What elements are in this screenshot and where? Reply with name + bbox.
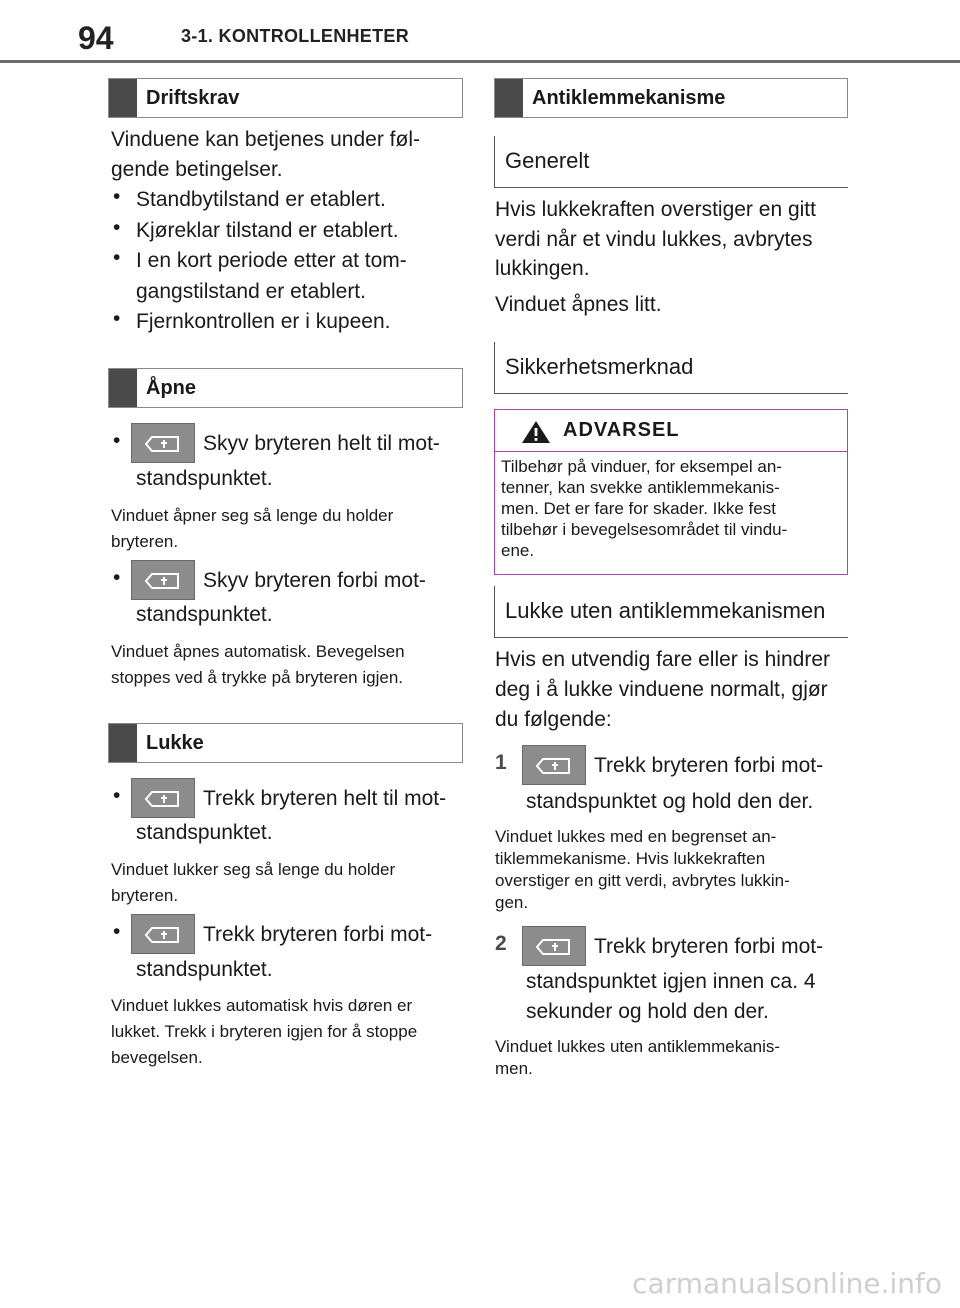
warning-title: ADVARSEL [563,419,680,441]
section-bar [495,79,523,117]
bullet-dot: • [113,307,121,330]
note-text: stoppes ved å trykke på bryteren igjen. [111,668,403,687]
bullet-text: gangstilstand er etablert. [136,280,366,303]
section-title: Lukke [146,732,204,754]
note-text: Vinduet lukkes med en begrenset an- [495,827,777,846]
body-text: du følgende: [495,708,612,731]
window-switch-icon [522,745,586,785]
instruction-text: standspunktet. [136,821,273,844]
step-number: 2 [495,932,507,955]
subsection-heading-generelt [494,136,848,188]
note-text: bryteren. [111,532,179,551]
bullet-dot: • [113,246,121,269]
intro-text-line: Vinduene kan betjenes under føl- [111,128,420,151]
chapter-title: 3-1. KONTROLLENHETER [181,26,410,46]
bullet-text: I en kort periode etter at tom- [136,249,407,272]
warning-box [494,409,848,575]
section-bar [109,79,137,117]
note-text: tiklemmekanisme. Hvis lukkekraften [495,849,766,868]
section-bar [109,369,137,407]
subsection-heading-lukke-uten [494,586,848,638]
body-text: Vinduet åpnes litt. [495,293,662,316]
window-switch-icon [131,560,195,600]
subsection-title: Sikkerhetsmerknad [505,354,694,379]
body-text: deg i å lukke vinduene normalt, gjør [495,678,828,701]
warning-line: men. Det er fare for skader. Ikke fest [501,499,776,518]
window-switch-icon [522,926,586,966]
warning-line: tenner, kan svekke antiklemmekanis- [501,478,780,497]
instruction-text: standspunktet. [136,467,273,490]
section-bar [109,724,137,762]
bullet-dot: • [113,566,121,589]
section-heading-lukke [108,723,463,763]
step-text: standspunktet og hold den der. [526,790,814,813]
bullet-dot: • [113,216,121,239]
note-text: overstiger en gitt verdi, avbrytes lukkin- [495,871,790,890]
note-text: Vinduet lukkes uten antiklemmekanis- [495,1037,781,1056]
section-title: Antiklemmekanisme [532,87,726,109]
bullet-dot: • [113,920,121,943]
window-switch-icon [131,914,195,954]
step-text: Trekk bryteren forbi mot- [594,935,824,958]
subsection-title: Lukke uten antiklemmekanismen [505,598,826,623]
instruction-text: standspunktet. [136,958,273,981]
step-number: 1 [495,751,507,774]
header-divider [0,60,960,63]
body-text: lukkingen. [495,257,590,280]
section-heading-apne [108,368,463,408]
bullet-text: Standbytilstand er etablert. [136,188,386,211]
note-text: Vinduet åpnes automatisk. Bevegelsen [111,642,405,661]
subsection-title: Generelt [505,148,590,173]
section-heading-driftskrav [108,78,463,118]
body-text: Hvis en utvendig fare eller is hindrer [495,648,830,671]
instruction-text: Skyv bryteren forbi mot- [203,569,426,592]
note-text: gen. [495,893,529,912]
bullet-dot: • [113,185,121,208]
window-switch-icon [131,423,195,463]
body-text: Hvis lukkekraften overstiger en gitt [495,198,816,221]
note-text: Vinduet lukkes automatisk hvis døren er [111,996,413,1015]
warning-line: Tilbehør på vinduer, for eksempel an- [501,457,782,476]
instruction-text: standspunktet. [136,603,273,626]
warning-line: ene. [501,541,535,560]
instruction-text: Skyv bryteren helt til mot- [203,432,440,455]
section-heading-antiklemmekanisme [494,78,848,118]
step-text: Trekk bryteren forbi mot- [594,754,824,777]
note-text: Vinduet åpner seg så lenge du holder [111,506,394,525]
bullet-dot: • [113,784,121,807]
note-text: bevegelsen. [111,1048,203,1067]
intro-text-line: gende betingelser. [111,158,283,181]
step-text: standspunktet igjen innen ca. 4 [526,970,816,993]
bullet-dot: • [113,429,121,452]
note-text: men. [495,1059,533,1078]
section-title: Driftskrav [146,87,240,109]
watermark: carmanualsonline.info [632,1267,942,1300]
warning-header [495,410,847,452]
warning-triangle-icon [521,420,551,444]
subsection-heading-sikkerhetsmerknad [494,342,848,394]
note-text: bryteren. [111,886,179,905]
step-text: sekunder og hold den der. [526,1000,769,1023]
warning-body [501,456,839,561]
instruction-text: Trekk bryteren helt til mot- [203,787,447,810]
bullet-text: Fjernkontrollen er i kupeen. [136,310,391,333]
note-text: lukket. Trekk i bryteren igjen for å stoppe [111,1022,418,1041]
warning-line: tilbehør i bevegelsesområdet til vindu- [501,520,788,539]
page-number: 94 [78,20,114,56]
section-title: Åpne [146,377,196,399]
bullet-text: Kjøreklar tilstand er etablert. [136,219,399,242]
body-text: verdi når et vindu lukkes, avbrytes [495,228,813,251]
window-switch-icon [131,778,195,818]
instruction-text: Trekk bryteren forbi mot- [203,923,433,946]
note-text: Vinduet lukker seg så lenge du holder [111,860,396,879]
